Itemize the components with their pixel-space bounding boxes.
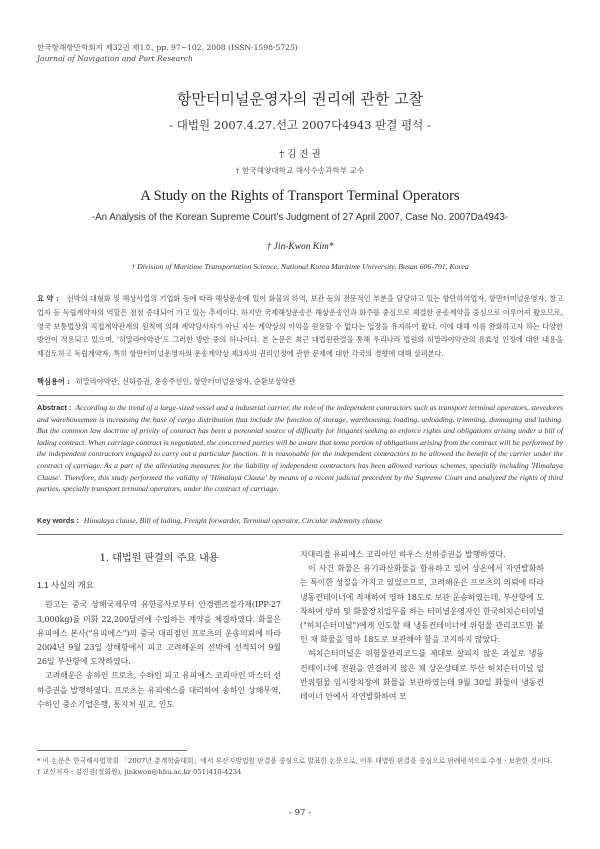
keywords-english-text: Himalaya clause, Bill of lading, Freight forwarder, Terminal operator, Circular indemnity clause: [83, 516, 382, 525]
body-paragraph: 지대리점 유피에스 코리아인 하우스 선하증권을 발행하였다.: [300, 550, 506, 559]
keywords-korean-label: 핵심용어 :: [37, 377, 70, 386]
abstract-english-label: Abstract :: [37, 403, 72, 412]
abstract-korean-label: 요 약 :: [37, 294, 59, 303]
affiliation-english: † Division of Maritime Transportation Science, National Korea Maritime University, Busan 606-791, Korea: [131, 262, 469, 271]
title-korean: 항만터미널운영자의 권리에 관한 고찰: [176, 90, 424, 108]
journal-citation: 한국항해항만학회지 제32권 제1호, pp. 97~102, 2008 (ISSN-1598-5725): [37, 43, 298, 52]
body-paragraph: 허치슨터미널은 위험물관리코드를 제대로 살피지 않은 과실로 냉동컨테이너에 전원을 연결하지 않은 채 상온상태로 부산 허치슨터미널 일반위험물 임시장치장에 화물을 보관하였는데 9월 30일 화물이 냉동컨테이너 안에서 자연발화하여 모: [300, 649, 544, 702]
abstract-english: [37, 402, 563, 495]
body-paragraph: 고려해운은 송하인 프로츠, 수하인 피고 유피에스 코리아인 마스터 선하증권을 발행하였다. 프로츠는 유피에스를 대리하여 송하인 상해무역, 수하인 중소기업은행, 통지처 원고, 인도: [37, 671, 282, 709]
affiliation-korean: † 한국해양대학교 해사수송과학부 교수: [235, 166, 365, 175]
divider-top: [37, 395, 563, 396]
keywords-english-label: Key words :: [37, 516, 79, 525]
subtitle-english: -An Analysis of the Korean Supreme Court's Judgment of 27 April 2007, Case No. 2007Da4943-: [91, 212, 509, 223]
body-column-right: [300, 548, 544, 704]
subtitle-korean: - 대법원 2007.4.27.선고 2007다4943 판결 평석 -: [169, 118, 431, 132]
footnote: * 이 논문은 한국해사법학회 「2007년 춘계학술대회」에서 부산지방법원 판결을 중심으로 발표한 논문으로, 이후 대법원 판결을 중심으로 판례평석으로 수정ㆍ보완한 것이다.: [37, 757, 553, 765]
abstract-korean-text: 선박의 대형화 및 해상사업의 기업화 등에 따라 해상운송에 있어 화물의 하역, 보관 등의 전문적인 부분을 담당하고 있는 항만하역업자, 항만터미널운영자, 창고업자 등 독립계약자의 역할은 점점 증대되어 가고 있는 추세이다. 하지만 국제해상운송은 해상운송인과 화주를 중심으로 체결한 운송계약을 중심으로 이루어져 왔으므로, 영국 보통법상의 직접계약관계의 원칙에 의해 계약당사자가 아닌 자는 계약상의 이익을 원용할 수 없다는 입장을 유지하여 왔다. 이에 대해 이를 완화하고자 하는 다양한 방안이 적용되고 있으며, '히말라야약관'도 그러한 방안 중의 하나이다. 본 논문은 최근 대법원판결을 통해 우리나라 법원의 히말라야약관의 유효성 인정에 대한 내용을 재검토하고 독립계약자, 특히 항만터미널운영자의 운송계약상 제3자의 권리인정에 관한 문제에 대한 각국의 경향에 대해 살펴본다.: [37, 294, 563, 359]
footnote-corresponding-author: † 교신저자 : 김진권(정회원), jinkwon@hhu.ac.kr 051)410-4234: [37, 768, 242, 776]
author-korean: † 김 진 권: [279, 149, 321, 160]
abstract-korean: [37, 292, 563, 361]
section-heading: 1. 대법원 판결의 주요 내용: [99, 553, 219, 564]
keywords-english: [37, 516, 563, 525]
subsection-heading: 1.1 사실의 개요: [37, 580, 94, 591]
body-paragraph: 이 사건 화물은 유기과산화물을 함유하고 있어 상온에서 자연발화하는 특이한 성질을 가지고 있었으므로, 고려해운은 프로츠의 의뢰에 따라 냉동컨테이너에 적재하여 영하 18도로 보관 운송하였는데, 부산항에 도착하여 양하 및 화물장치업무를 하는 터미널운영자인 한국허치슨터미널("허치슨터미널")에게 인도할 때 냉동컨테이너에 위험물 관리코드만 붙인 채 화물을 영하 18도로 보관해야 함을 고지하지 않았다.: [300, 564, 544, 645]
keywords-korean-text: 히말라야약관, 선하증권, 운송주선인, 항만터미널운영자, 순환보상약관: [75, 377, 296, 386]
body-paragraph: 원고는 중국 상해국제무역 유한공사로부터 안경렌즈절가재(IPP-27 3,000kg)를 미화 22,200달러에 수입하는 계약을 체결하였다. 화물은 유피에스 본사("유피에스")의 중국 대리점인 프로츠의 운송의뢰에 따라 2004년 9월 23일 상해항에서 피고 고려해운의 선박에 선적되어 9월 26일 부산항에 도착하였다.: [37, 600, 281, 667]
divider-bottom: [37, 534, 563, 535]
footnotes: [37, 756, 563, 778]
footnote-rule: [37, 750, 187, 751]
abstract-english-text: According to the trend of a large-sized vessel and a industrial carrier, the role of the independent contractors such as transport terminal operators, stevedores and warehousemen is increasing the base of cargo distribution that include the function of storage, warehousing, loading, unloading, trimming, dunnaging and lashing. But the common law doctrine of privity of contract has been a perennial source of difficulty for litigants seeking to enforce rights and obligations arising under a bill of lading contract. When carriage contract is negotiated, the concerned parties will be aware that some portion of obligations arising from the contract will be performed by the independent contractors engaged to carry out a particular function. It is reasonable for the independent contractors to be allowed the benefit of the carrier under the contract of carriage. As a part of the alleviating measures for the liability of independent contractors has been allowed various schemes, specially including 'Himalaya Clause'. Therefore, this study performed the validity of 'Himalaya Clause' by means of a recent judicial precedent by the Supreme Court and analyzed the rights of third parties, specially transport terminal operators, under the contract of carriage.: [37, 403, 564, 494]
journal-name-en: Journal of Navigation and Port Research: [37, 54, 193, 63]
body-column-left: [37, 548, 281, 712]
page-number: - 97 -: [289, 808, 311, 818]
author-english: † Jin-Kwon Kim*: [266, 242, 334, 252]
title-english: A Study on the Rights of Transport Terminal Operators: [140, 188, 460, 204]
keywords-korean: [37, 377, 563, 387]
running-header: [37, 42, 298, 64]
